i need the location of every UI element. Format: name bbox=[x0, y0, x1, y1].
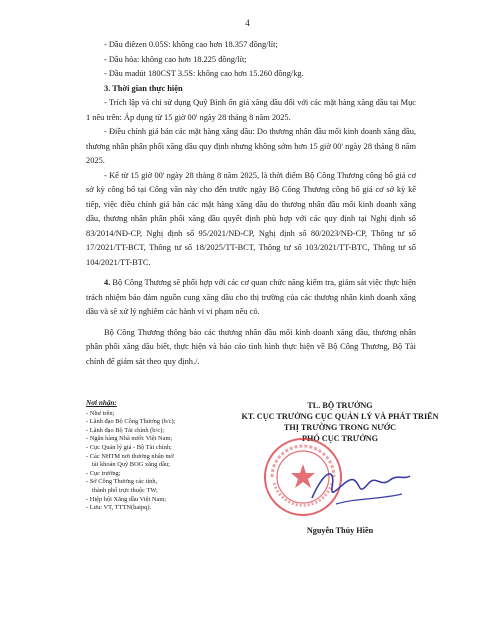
signature-line-1: TL. BỘ TRƯỞNG bbox=[307, 401, 373, 410]
paragraph-fund: - Trích lập và chi sử dụng Quỹ Bình ổn giá xăng dầu đối với các mặt hàng xăng dầu tại Mục 1 nêu trên: Áp dụng từ 15 giờ 00' ngày 28 tháng 8 năm 2025. bbox=[86, 98, 416, 122]
recipient-item: - Cục trưởng; bbox=[86, 469, 121, 477]
signer-name: Nguyễn Thúy Hiền bbox=[306, 526, 374, 535]
signature-line-3: THỊ TRƯỜNG TRONG NƯỚC bbox=[283, 423, 397, 432]
signature-line-2: KT. CỤC TRƯỞNG CỤC QUẢN LÝ VÀ PHÁT TRIỂN bbox=[241, 412, 439, 421]
page-number: 4 bbox=[245, 18, 250, 28]
closing-paragraph: Bộ Công Thương thông báo các thương nhân đầu mối kinh doanh xăng dầu, thương nhân phân phối xăng dầu biết, thực hiện và báo cáo tình hình thực hiện về Bộ Công Thương, Bộ Tài chính để giám sát theo quy định./. bbox=[86, 327, 416, 366]
recipient-item: - Hiệp hội Xăng dầu Việt Nam; bbox=[86, 495, 167, 503]
recipient-item: - Cục Quản lý giá - Bộ Tài chính; bbox=[86, 443, 172, 451]
recipient-item: - Lưu: VT, TTTN(haipq). bbox=[86, 504, 152, 512]
recipient-item: - Sở Công Thương các tỉnh, bbox=[86, 478, 158, 486]
signature-line-4: PHÓ CỤC TRƯỞNG bbox=[302, 434, 378, 443]
section-3-heading: 3. Thời gian thực hiện bbox=[104, 83, 183, 93]
document-body bbox=[86, 38, 416, 369]
recipients-block bbox=[86, 399, 236, 513]
paragraph-price-adjustment: - Điều chỉnh giá bán các mặt hàng xăng dầu: Do thương nhân đầu mối kinh doanh xăng dầu, thương nhân phân phối xăng dầu quy định nhưng không sớm hơn 15 giờ 00' ngày 28 tháng 8 năm 2025. bbox=[86, 127, 416, 165]
section-4-number: 4. bbox=[104, 278, 111, 287]
recipient-item: tài khoản Quỹ BOG xăng dầu; bbox=[92, 461, 170, 469]
price-line-mazut: - Dầu madút 180CST 3.5S: không cao hơn 15.260 đồng/kg. bbox=[104, 69, 304, 78]
price-line-kerosene: - Dầu hỏa: không cao hơn 18.225 đồng/lít; bbox=[104, 54, 247, 64]
recipient-item: - Ngân hàng Nhà nước Việt Nam; bbox=[86, 435, 173, 443]
paragraph-effective-period: - Kể từ 15 giờ 00' ngày 28 tháng 8 năm 2025, là thời điểm Bộ Công Thương công bố giá cơ sở kỳ công bố tại Công văn này cho đến trước ngày Bộ Công Thương công bố giá cơ sở kỳ kế tiếp, việc điều chỉnh giá bán các mặt hàng xăng dầu do thương nhân đầu mối kinh doanh xăng dầu, thương nhân phân phối xăng dầu quyết định phù hợp với các quy định tại Nghị định số 83/2014/NĐ-CP, Nghị định số 95/2021/NĐ-CP, Nghị định số 80/2023/NĐ-CP, Thông tư số 17/2021/TT-BCT, Thông tư số 18/2025/TT-BCT, Thông tư số 103/2021/TT-BTC, Thông tư số 104/2021/TT-BTC. bbox=[86, 170, 416, 267]
recipients-title: Nơi nhận: bbox=[86, 399, 117, 407]
recipient-item: - Lãnh đạo Bộ Công Thương (b/c); bbox=[86, 418, 176, 426]
section-4-text: Bộ Công Thương sẽ phối hợp với các cơ quan chức năng kiểm tra, giám sát việc thực hiện trách nhiệm bảo đảm nguồn cung xăng dầu cho thị trường của các thương nhân kinh doanh xăng dầu và sẽ xử lý nghiêm các hành vi vi phạm nếu có. bbox=[86, 278, 416, 316]
handwritten-signature-icon bbox=[306, 458, 416, 516]
section-4-paragraph bbox=[86, 276, 416, 320]
recipient-item: - Như trên; bbox=[86, 409, 115, 417]
recipient-item: thành phố trực thuộc TW; bbox=[92, 486, 158, 494]
price-line-diesel: - Dầu điêzen 0.05S: không cao hơn 18.357 đồng/lít; bbox=[104, 40, 278, 49]
recipient-item: - Lãnh đạo Bộ Tài chính (b/c); bbox=[86, 426, 164, 434]
recipient-item: - Các NHTM nơi thương nhân mở bbox=[86, 452, 174, 460]
